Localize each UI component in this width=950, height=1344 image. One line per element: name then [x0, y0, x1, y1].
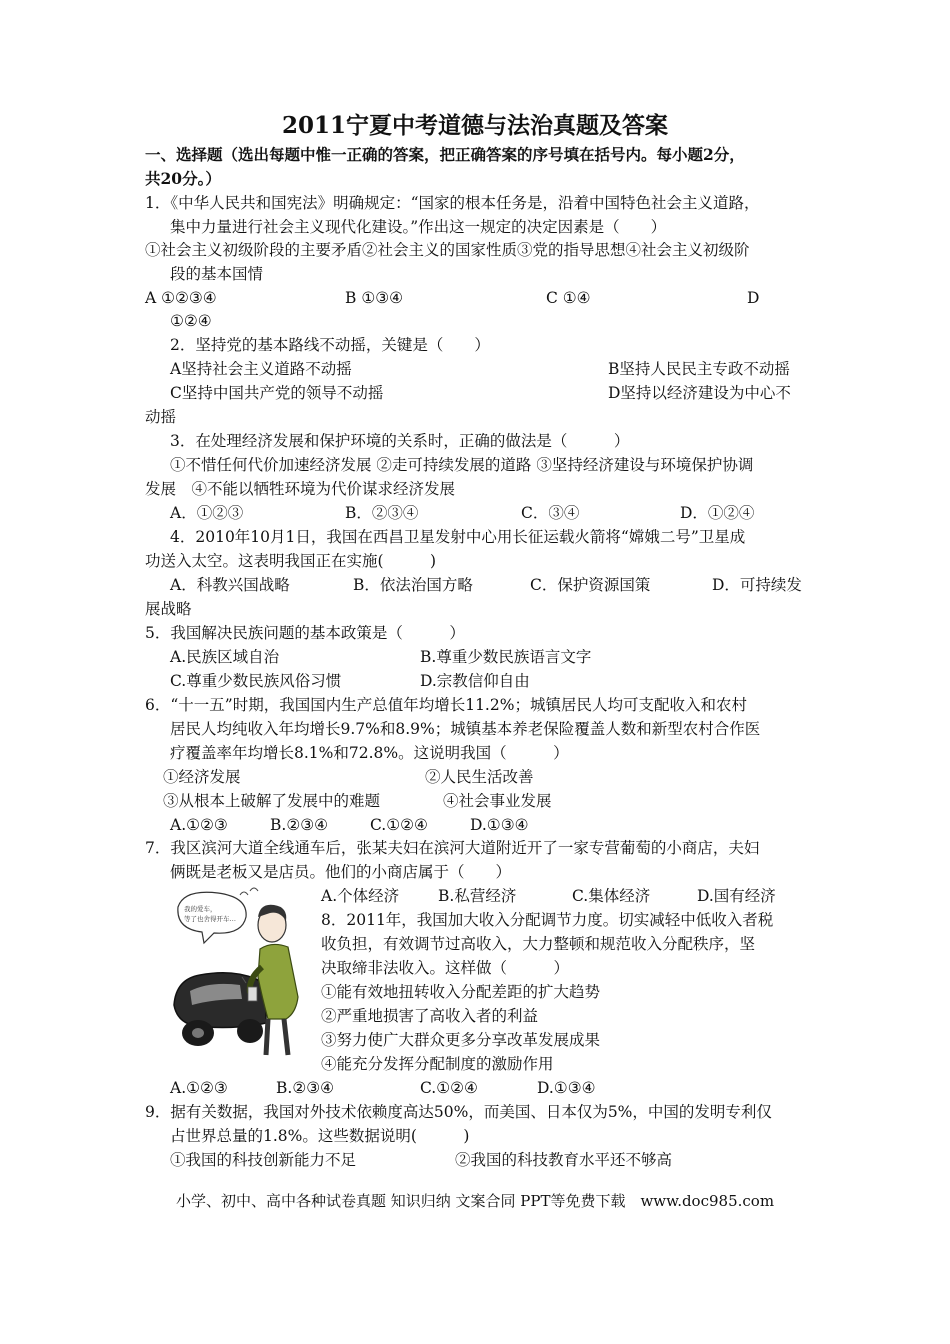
q6-item3: ③从根本上破解了发展中的难题 — [163, 792, 381, 810]
q5-option-a: A.民族区域自治 — [170, 648, 280, 666]
q4-option-d-line2: 展战略 — [145, 600, 192, 618]
q3-option-b: B．②③④ — [345, 504, 419, 522]
q1-stem-line1: 1．《中华人民共和国宪法》明确规定：“国家的根本任务是，沿着中国特色社会主义道路， — [145, 194, 760, 212]
q7-option-a: A.个体经济 — [321, 887, 400, 905]
q2-stem: 2．坚持党的基本路线不动摇，关键是（ ） — [170, 336, 490, 354]
q1-option-d-label: D — [747, 289, 760, 307]
q6-option-b: B.②③④ — [270, 816, 329, 834]
q8-stem-line2: 收负担，有效调节过高收入，大力整顿和规范收入分配秩序，坚 — [321, 935, 756, 953]
cartoon-speech-line1: 我的爱车， — [184, 905, 217, 913]
q6-stem-line2: 居民人均纯收入年均增长9.7%和8.9%；城镇基本养老保险覆盖人数和新型农村合作医 — [170, 720, 761, 738]
q3-option-c: C．③④ — [521, 504, 580, 522]
q1-option-d-value: ①②④ — [170, 312, 212, 330]
q3-items-line2: 发展 ④不能以牺牲环境为代价谋求经济发展 — [145, 480, 456, 498]
q4-option-b: B．依法治国方略 — [353, 576, 473, 594]
section-heading-line2: 共20分。） — [145, 169, 221, 188]
q4-option-a: A．科教兴国战略 — [170, 576, 290, 594]
q2-option-d-line1: D坚持以经济建设为中心不 — [608, 384, 791, 402]
q4-option-d-line1: D．可持续发 — [712, 576, 802, 594]
q1-stem-line2: 集中力量进行社会主义现代化建设。”作出这一规定的决定因素是（ ） — [170, 218, 667, 236]
q3-items-line1: ①不惜任何代价加速经济发展 ②走可持续发展的道路 ③坚持经济建设与环境保护协调 — [170, 456, 754, 474]
q9-stem-line1: 9．据有关数据，我国对外技术依赖度高达50%，而美国、日本仅为5%，中国的发明专利仅 — [145, 1103, 772, 1121]
q4-stem-line1: 4．2010年10月1日，我国在西昌卫星发射中心用长征运载火箭将“嫦娥二号”卫星成 — [170, 528, 746, 546]
q4-option-c: C．保护资源国策 — [530, 576, 651, 594]
q5-option-c: C.尊重少数民族风俗习惯 — [170, 672, 342, 690]
q6-option-a: A.①②③ — [170, 816, 228, 834]
q1-option-a: A ①②③④ — [145, 289, 217, 307]
q8-item1: ①能有效地扭转收入分配差距的扩大趋势 — [321, 983, 601, 1001]
q2-option-c: C坚持中国共产党的领导不动摇 — [170, 384, 384, 402]
q4-stem-line2: 功送入太空。这表明我国正在实施( ) — [145, 552, 437, 570]
q9-item2: ②我国的科技教育水平还不够高 — [455, 1151, 673, 1169]
q8-option-b: B.②③④ — [276, 1079, 335, 1097]
q6-option-d: D.①③④ — [470, 816, 529, 834]
q6-item4: ④社会事业发展 — [443, 792, 552, 810]
q8-item2: ②严重地损害了高收入者的利益 — [321, 1007, 539, 1025]
q6-stem-line1: 6．“十一五”时期，我国国内生产总值年均增长11.2%；城镇居民人均可支配收入和农村 — [145, 696, 747, 714]
cartoon-illustration — [170, 887, 308, 1062]
q6-option-c: C.①②④ — [370, 816, 428, 834]
q3-option-d: D．①②④ — [680, 504, 755, 522]
q8-stem-line1: 8．2011年，我国加大收入分配调节力度。切实减轻中低收入者税 — [321, 911, 774, 929]
q8-option-c: C.①②④ — [420, 1079, 478, 1097]
page-title: 2011宁夏中考道德与法治真题及答案 — [281, 112, 668, 139]
q5-option-b: B.尊重少数民族语言文字 — [420, 648, 592, 666]
q8-option-a: A.①②③ — [170, 1079, 228, 1097]
cartoon-speech-line2: 等了也舍得开车… — [184, 915, 236, 923]
q1-items-line1: ①社会主义初级阶段的主要矛盾②社会主义的国家性质③党的指导思想④社会主义初级阶 — [145, 241, 750, 259]
q8-stem-line3: 决取缔非法收入。这样做（ ） — [321, 959, 570, 977]
q6-item2: ②人民生活改善 — [425, 768, 534, 786]
q2-option-d-line2: 动摇 — [145, 408, 177, 426]
q6-stem-line3: 疗覆盖率年均增长8.1%和72.8%。这说明我国（ ） — [170, 744, 569, 762]
q7-option-d: D.国有经济 — [697, 887, 776, 905]
q7-option-b: B.私营经济 — [438, 887, 517, 905]
q7-stem-line2: 俩既是老板又是店员。他们的小商店属于（ ） — [170, 863, 512, 881]
page-footer: 小学、初中、高中各种试卷真题 知识归纳 文案合同 PPT等免费下载 www.doc985.com — [175, 1192, 775, 1210]
q9-stem-line2: 占世界总量的1.8%。这些数据说明( ) — [170, 1127, 470, 1145]
q7-option-c: C.集体经济 — [572, 887, 651, 905]
q1-option-c: C ①④ — [546, 289, 591, 307]
q2-option-a: A坚持社会主义道路不动摇 — [170, 360, 352, 378]
q7-stem-line1: 7．我区滨河大道全线通车后，张某夫妇在滨河大道附近开了一家专营葡萄的小商店，夫妇 — [145, 839, 760, 857]
q8-item4: ④能充分发挥分配制度的激励作用 — [321, 1055, 554, 1073]
q5-option-d: D.宗教信仰自由 — [420, 672, 530, 690]
section-heading-line1: 一、选择题（选出每题中惟一正确的答案，把正确答案的序号填在括号内。每小题2分， — [145, 145, 745, 164]
q8-item3: ③努力使广大群众更多分享改革发展成果 — [321, 1031, 601, 1049]
q9-item1: ①我国的科技创新能力不足 — [170, 1151, 357, 1169]
q3-option-a: A．①②③ — [170, 504, 244, 522]
q6-item1: ①经济发展 — [163, 768, 241, 786]
q3-stem: 3．在处理经济发展和保护环境的关系时，正确的做法是（ ） — [170, 432, 630, 450]
q1-option-b: B ①③④ — [345, 289, 404, 307]
q8-option-d: D.①③④ — [537, 1079, 596, 1097]
q2-option-b: B坚持人民民主专政不动摇 — [608, 360, 790, 378]
q5-stem: 5．我国解决民族问题的基本政策是（ ） — [145, 624, 465, 642]
q1-items-line2: 段的基本国情 — [170, 265, 264, 283]
